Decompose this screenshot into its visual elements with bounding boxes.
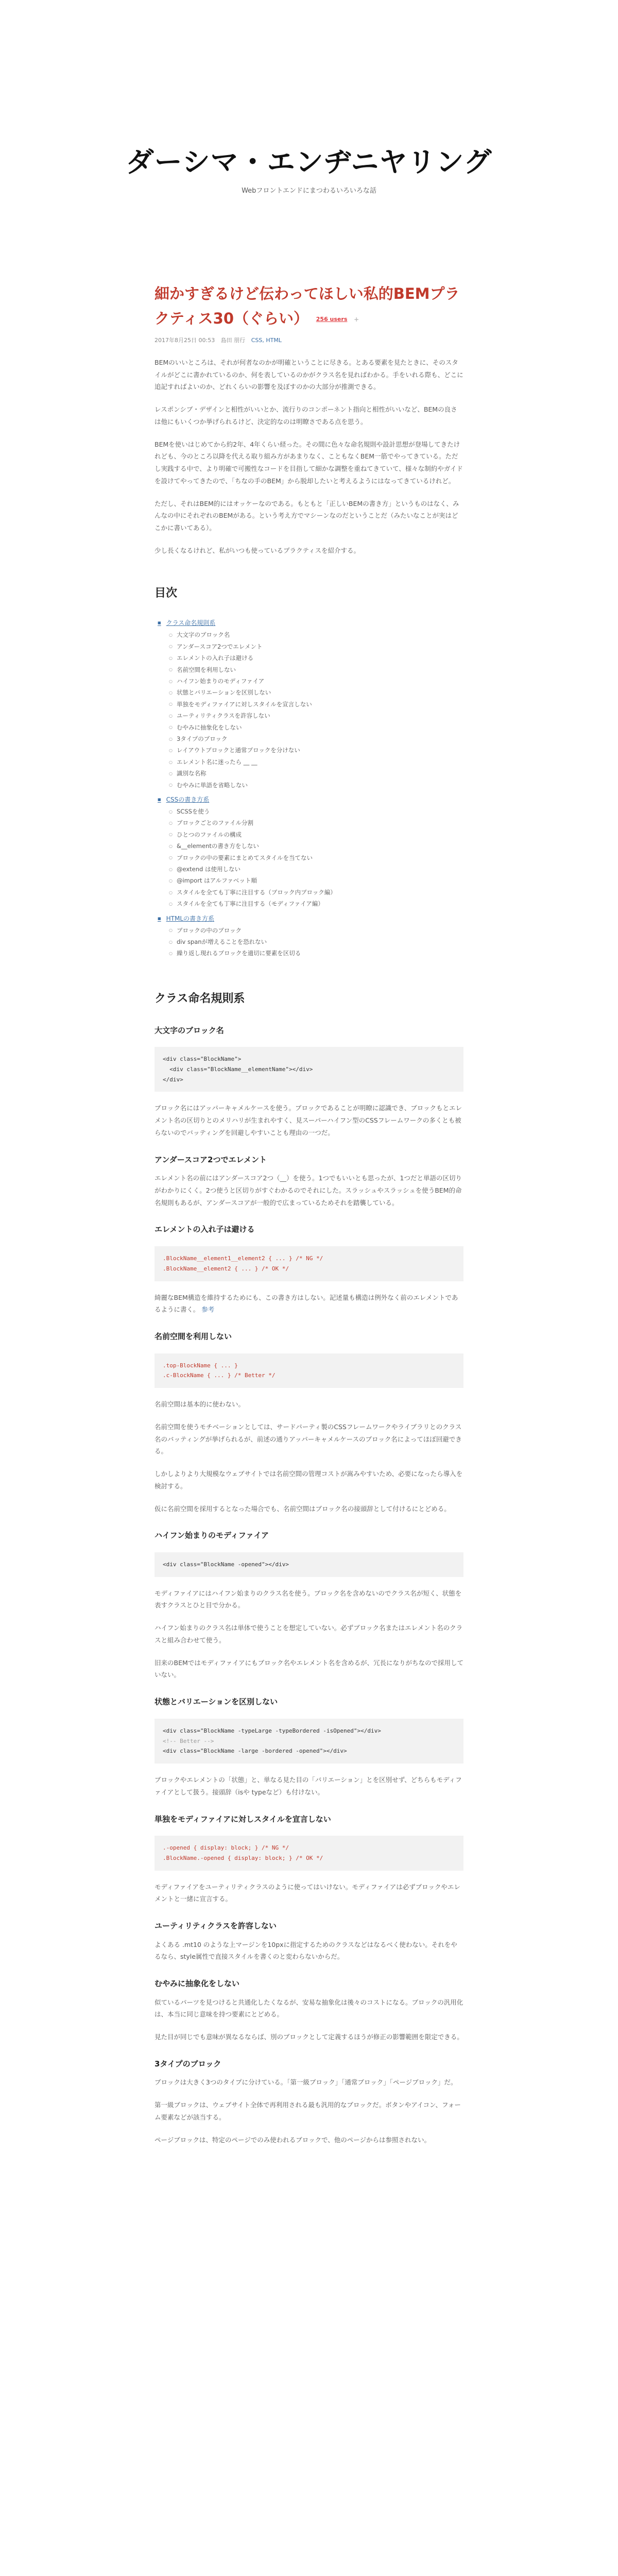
body-paragraph: ブロック名にはアッパーキャメルケースを使う。ブロックであることが明瞭に認識でき、ブロックもとエレメント名の区切りとのメリハリが生まれやすく、見スーパーハイフン型のCSSフレームワークの多くとも被らないのでバッティングを回避しやすいことも理由の一つだ。: [154, 1104, 462, 1137]
code-block: [154, 1047, 464, 1092]
subheading-state: 状態とバリエーションを区別しない: [154, 1697, 278, 1707]
body-text: 綺麗なBEM構造を維持するためにも、この書き方はしない。記述量も構造は例外なく前のエレメントであるように書く。: [154, 1293, 458, 1314]
code-block: [154, 1719, 464, 1764]
body-paragraph: エレメント名の前にはアンダースコア2つ（__）を使う。1つでもいいとも思ったが、1つだと単語の区切りがわかりにくく。2つ使うと区切りがすぐわかるのでそれにした。スラッシュやスラッシュを使うBEM的命名規則もあるが、アンダースコアが一般的で広まっているためそれを踏襲している。: [154, 1174, 462, 1207]
toc-item[interactable]: ○ 3タイプのブロック: [169, 733, 464, 744]
subheading-namespace: 名前空間を利用しない: [154, 1332, 232, 1342]
post-title[interactable]: 細かすぎるけど伝わってほしい私的BEMプラクティス30（ぐらい）: [154, 285, 460, 327]
toc-heading: 目次: [154, 586, 178, 600]
code-line: <div class="BlockName -large -bordered -opened"></div>: [163, 1748, 347, 1755]
code-line: .-opened { display: block; } /* NG */: [163, 1844, 289, 1852]
body-paragraph: [154, 1292, 464, 1316]
body-paragraph: 見た目が同じでも意味が異なるならば、別のブロックとして定義するほうが修正の影響範囲を限定できる。: [154, 2033, 464, 2041]
body-paragraph: ページブロックは、特定のページでのみ使われるブロックで、他のページからは参照されない。: [154, 2136, 431, 2144]
code-block: [154, 1836, 464, 1871]
add-bookmark-icon[interactable]: +: [354, 316, 359, 324]
code-line: .BlockName.-opened { display: block; } /* OK */: [163, 1854, 323, 1861]
toc-group: [158, 794, 464, 910]
code-line: </div>: [163, 1076, 183, 1083]
body-paragraph: 第一級ブロックは、ウェブサイト全体で再利用される最も汎用的なブロックだ。ボタンやアイコン、フォーム要素などが該当する。: [154, 2101, 461, 2121]
code-block: [154, 1552, 464, 1577]
body-paragraph: ブロックは大きく3つのタイプに分けている。「第一級ブロック」「通常ブロック」「ページブロック」だ。: [154, 2078, 457, 2087]
toc-group: [158, 913, 464, 959]
toc-item[interactable]: ○ SCSSを使う: [169, 806, 464, 817]
intro-paragraph: BEMのいいところは、それが何者なのかが明確ということに尽きる。とある要素を見たときに、そのスタイルがどこに書かれているのか、何を表しているのかがクラス名を見ればわかる。手をいれる際も、どこに追記すればよいのか、どれくらいの影響を及ぼすのかの大部分が推測できる。: [154, 358, 464, 391]
subheading-utility: ユーティリティクラスを許容しない: [154, 1921, 277, 1931]
code-line: .c-BlockName { ... } /* Better */: [163, 1372, 276, 1379]
masthead: [0, 0, 618, 195]
section-heading-naming: クラス命名規則系: [154, 992, 245, 1005]
body-paragraph: 名前空間は基本的に使わない。: [154, 1400, 245, 1409]
reference-link[interactable]: 参考: [201, 1306, 215, 1314]
toc-item[interactable]: ○ ハイフン始まりのモディファイア: [169, 675, 464, 687]
toc-item[interactable]: ○ ユーティリティクラスを許容しない: [169, 710, 464, 721]
toc-item[interactable]: ○ エレメント名に迷ったら __ __: [169, 756, 464, 768]
body-paragraph: 似ているパーツを見つけると共通化したくなるが、安易な抽象化は後々のコストになる。ブロックの汎用化は、本当に同じ意味を持つ要素にとどめる。: [154, 1998, 464, 2019]
toc-item[interactable]: ○ スタイルを全ても丁寧に注目する（ブロック内ブロック編）: [169, 887, 464, 898]
toc-item[interactable]: ○ ひとつのファイルの構成: [169, 829, 464, 840]
body-paragraph: モディファイアにはハイフン始まりのクラス名を使う。ブロック名を含めないのでクラス名が短く、状態を表すクラスとひと目で分かる。: [154, 1589, 462, 1609]
body-paragraph: モディファイアをユーティリティクラスのように使ってはいけない。モディファイアは必ずブロックやエレメントと一緒に宣言する。: [154, 1883, 460, 1903]
toc-group: [158, 617, 464, 791]
toc-item[interactable]: ○ むやみに抽象化をしない: [169, 722, 464, 733]
bookmark-count-link[interactable]: 256 users: [316, 316, 348, 323]
toc-item[interactable]: ○ 識別な名称: [169, 768, 464, 779]
toc-group-link[interactable]: ■ CSSの書き方系: [158, 794, 464, 806]
subheading-three-types: 3タイプのブロック: [154, 2059, 221, 2069]
subheading-uppercase: 大文字のブロック名: [154, 1025, 224, 1035]
toc-item[interactable]: ○ 状態とバリエーションを区別しない: [169, 687, 464, 698]
intro-paragraph: 少し長くなるけれど、私がいつも使っているプラクティスを紹介する。: [154, 546, 360, 554]
toc-item[interactable]: ○ 単独をモディファイアに対しスタイルを宣言しない: [169, 699, 464, 710]
code-line: <div class="BlockName -opened"></div>: [163, 1561, 289, 1568]
body-paragraph: しかしよりより大規模なウェブサイトでは名前空間の管理コストが嵩みやすいため、必要になったら導入を検討する。: [154, 1470, 463, 1490]
code-block: [154, 1246, 464, 1281]
subheading-underscore: アンダースコア2つでエレメント: [154, 1155, 267, 1164]
subheading-hyphen: ハイフン始まりのモディファイア: [154, 1531, 269, 1540]
toc-item[interactable]: ○ 繰り返し現れるブロックを適切に要素を区切る: [169, 947, 464, 959]
intro-paragraph: ただし、それはBEM的にはオッケーなのである。もともと「正しいBEMの書き方」というものはなく、みんなの中にそれぞれのBEMがある。という考え方でマシーンなのだということだ（みたいなことが実はどこかに書いてある）。: [154, 499, 459, 532]
site-subtitle: Webフロントエンドにまつわるいろいろな話: [242, 187, 376, 195]
post-categories[interactable]: CSS, HTML: [251, 337, 282, 344]
toc-item[interactable]: ○ アンダースコア2つでエレメント: [169, 641, 464, 652]
body-paragraph: よくある .mt10 のような上マージンを10pxに指定するためのクラスなどはなるべく使わない。それをやるなら、style属性で直接スタイルを書くのと変わらないからだ。: [154, 1940, 457, 1961]
toc-item[interactable]: ○ div spanが増えることを恐れない: [169, 936, 464, 947]
intro-paragraph: BEMを使いはじめてから約2年、4年くらい経った。その間に色々な命名規則や設計思想が登場してきたけれども、今のところ以降を代える取り組み方があまりなく、こともなくBEM一筋でやってきている。ただし実践する中で、より明確で可搬性なコードを目指して細かな調整を重ねてきていて、様々な制約やガイドを設けてやってきたので、「ちなの手のBEM」から脱却したいと考えるようにはなってきているけれど。: [154, 440, 463, 485]
post-date: 2017年8月25日 00:53: [154, 337, 215, 344]
toc-item[interactable]: ○ &__elementの書き方をしない: [169, 840, 464, 852]
toc-item[interactable]: ○ ブロックごとのファイル分割: [169, 817, 464, 828]
code-line: <div class="BlockName__elementName"></div>: [163, 1065, 313, 1073]
toc-item[interactable]: ○ エレメントの入れ子は避ける: [169, 652, 464, 664]
code-line: .BlockName__element2 { ... } /* OK */: [163, 1265, 289, 1272]
site-title[interactable]: ダーシマ・エンヂニヤリング: [126, 146, 492, 178]
code-line: <div class="BlockName -typeLarge -typeBordered -isOpened"></div>: [163, 1727, 381, 1734]
code-line: <!-- Better -->: [163, 1737, 214, 1744]
toc-list: [169, 806, 464, 910]
toc-group-link[interactable]: ■ HTMLの書き方系: [158, 913, 464, 925]
toc-item[interactable]: ○ 名前空間を利用しない: [169, 664, 464, 675]
body-paragraph: ブロックやエレメントの「状態」と、単なる見た目の「バリエーション」とを区別せず、どちらもモディファイアとして扱う。接頭辞（isや typeなど）も付けない。: [154, 1776, 462, 1796]
post-meta: [154, 335, 464, 346]
body-paragraph: 仮に名前空間を採用するとなった場合でも、名前空間はブロック名の接頭辞として付けるにとどめる。: [154, 1504, 451, 1513]
subheading-single-modifier: 単独をモディファイアに対しスタイルを宣言しない: [154, 1814, 331, 1824]
subheading-abstraction: むやみに抽象化をしない: [154, 1979, 240, 1989]
toc-item[interactable]: ○ ブロックの中のブロック: [169, 925, 464, 936]
subheading-nesting: エレメントの入れ子は避ける: [154, 1225, 255, 1234]
toc-item[interactable]: ○ @import はアルファベット順: [169, 875, 464, 886]
article: [154, 282, 464, 2146]
toc-item[interactable]: ○ スタイルを全ても丁寧に注目する（モディファイア編）: [169, 898, 464, 909]
code-block: [154, 1353, 464, 1388]
post-author[interactable]: 島田 朋行: [220, 337, 246, 344]
toc-list: [169, 925, 464, 959]
table-of-contents: [158, 617, 464, 959]
toc-item[interactable]: ○ むやみに単語を省略しない: [169, 779, 464, 791]
code-line: <div class="BlockName">: [163, 1056, 242, 1063]
toc-list: [169, 629, 464, 791]
post-title-row: [154, 282, 464, 331]
toc-group-link[interactable]: ■ クラス命名規則系: [158, 617, 464, 629]
toc-item[interactable]: ○ ブロックの中の要素にまとめてスタイルを当てない: [169, 852, 464, 863]
toc-item[interactable]: ○ 大文字のブロック名: [169, 629, 464, 640]
toc-item[interactable]: ○ レイアウトブロックと通常ブロックを分けない: [169, 744, 464, 756]
body-paragraph: 旧来のBEMではモディファイアにもブロック名やエレメント名を含めるが、冗長になりがちなので採用していない。: [154, 1658, 464, 1679]
body-paragraph: ハイフン始まりのクラス名は単体で使うことを想定していない。必ずブロック名またはエレメント名のクラスと組み合わせて使う。: [154, 1624, 463, 1644]
body-paragraph: 名前空間を使うモチベーションとしては、サードパーティ製のCSSフレームワークやライブラリとのクラス名のバッティングが挙げられるが、前述の通りアッパーキャメルケースのブロック名によってほぼ回避できる。: [154, 1422, 462, 1455]
toc-item[interactable]: ○ @extend は使用しない: [169, 863, 464, 875]
intro-paragraph: レスポンシブ・デザインと相性がいいとか、流行りのコンポーネント指向と相性がいいなど、BEMの良さは他にもいくつか挙げられるけど、決定的なのは明瞭さである点を思う。: [154, 405, 457, 426]
code-line: .BlockName__element1__element2 { ... } /* NG */: [163, 1255, 323, 1262]
code-line: .top-BlockName { ... }: [163, 1362, 238, 1369]
